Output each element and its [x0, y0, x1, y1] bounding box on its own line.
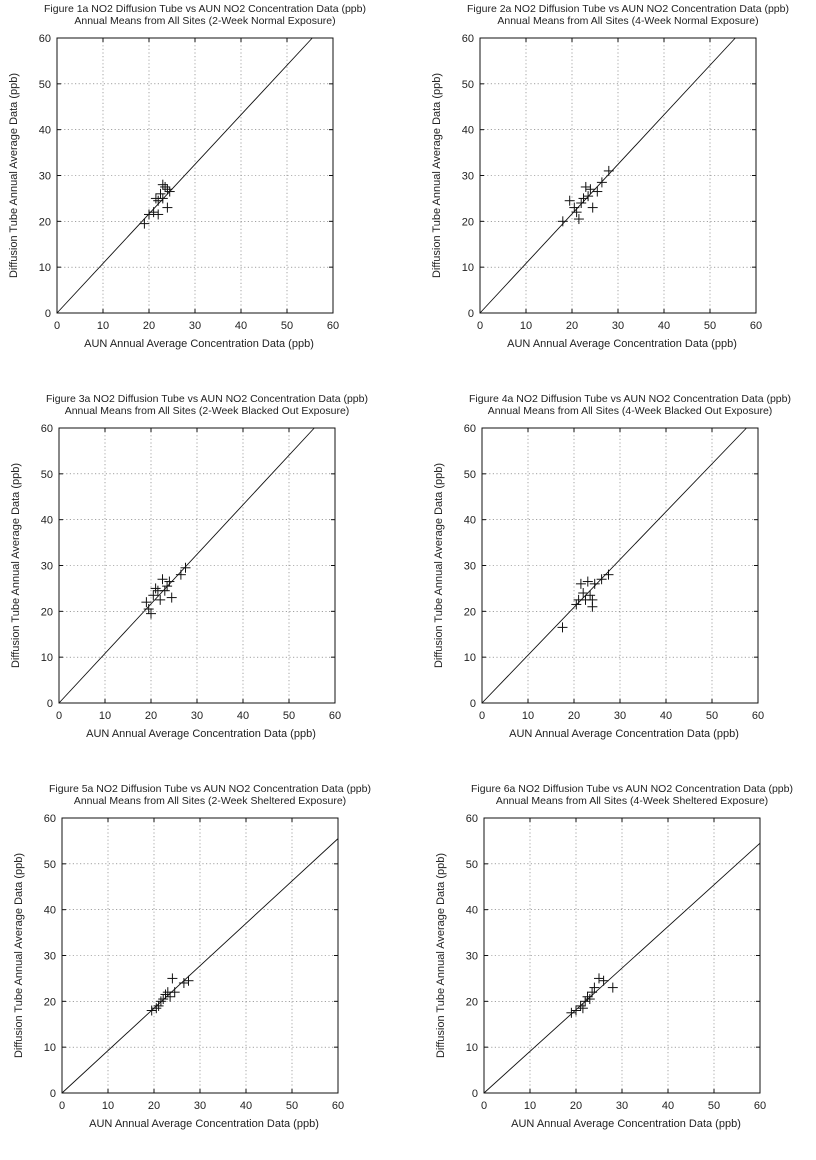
y-axis-label: Diffusion Tube Annual Average Data (ppb) [431, 72, 443, 279]
scatter-chart-svg [423, 0, 816, 380]
y-tick-label: 20 [38, 216, 51, 229]
y-tick-label: 0 [49, 1088, 56, 1100]
x-tick-label: 60 [753, 1100, 767, 1112]
y-tick-label: 60 [463, 423, 476, 435]
data-point [589, 983, 599, 993]
reference-line [484, 843, 760, 1093]
scatter-chart-svg [425, 390, 816, 770]
data-point [565, 196, 575, 206]
y-tick-label: 10 [40, 652, 53, 665]
y-tick-label: 20 [463, 606, 476, 619]
data-point [154, 1001, 164, 1011]
data-point [167, 973, 177, 983]
data-point [176, 570, 186, 580]
data-point [158, 574, 168, 584]
x-tick-label: 30 [615, 1100, 629, 1112]
data-point [139, 219, 149, 229]
x-tick-label: 10 [96, 320, 110, 332]
chart-subtitle: Annual Means from All Sites (4-Week Sheltered Exposure) [495, 795, 769, 807]
chart-figure-4a [425, 390, 816, 770]
data-point [574, 214, 584, 224]
x-tick-label: 20 [144, 710, 158, 722]
y-tick-label: 50 [38, 78, 51, 91]
data-point [585, 184, 595, 194]
y-tick-label: 20 [43, 996, 56, 1009]
y-tick-label: 0 [471, 1088, 478, 1100]
x-tick-label: 0 [53, 320, 61, 332]
y-axis-label: Diffusion Tube Annual Average Data (ppb) [13, 852, 25, 1059]
chart-title: Figure 2a NO2 Diffusion Tube vs AUN NO2 Concentration Data (ppb) [467, 3, 789, 15]
data-point [576, 579, 586, 589]
y-tick-label: 50 [463, 468, 476, 481]
data-point [165, 992, 175, 1002]
x-tick-label: 0 [480, 1100, 488, 1112]
chart-subtitle: Annual Means from All Sites (2-Week Blacked Out Exposure) [64, 405, 350, 417]
y-tick-label: 40 [463, 514, 476, 527]
y-axis-label: Diffusion Tube Annual Average Data (ppb) [433, 462, 445, 669]
data-point [158, 180, 168, 190]
data-point [608, 983, 618, 993]
data-point [151, 583, 161, 593]
data-point [604, 166, 614, 176]
y-tick-label: 30 [463, 560, 476, 573]
data-point [594, 973, 604, 983]
grid-lines [482, 428, 758, 703]
y-tick-label: 40 [40, 514, 53, 527]
x-tick-label: 40 [236, 710, 250, 722]
x-tick-label: 10 [98, 710, 112, 722]
x-tick-label: 10 [101, 1100, 115, 1112]
x-tick-label: 60 [751, 710, 765, 722]
y-tick-label: 50 [465, 858, 478, 871]
x-tick-label: 0 [478, 710, 486, 722]
data-point [162, 184, 172, 194]
x-tick-label: 0 [55, 710, 63, 722]
y-tick-label: 60 [465, 813, 478, 825]
x-axis-label: AUN Annual Average Concentration Data (ppb) [86, 728, 316, 740]
data-point [578, 588, 588, 598]
y-tick-label: 30 [43, 950, 56, 963]
data-point [599, 976, 609, 986]
chart-subtitle: Annual Means from All Sites (4-Week Normal Exposure) [497, 15, 759, 27]
data-point [588, 203, 598, 213]
data-point [604, 570, 614, 580]
x-tick-label: 50 [282, 710, 296, 722]
y-tick-label: 40 [43, 904, 56, 917]
data-point [578, 1003, 588, 1013]
scatter-chart-svg [0, 0, 408, 380]
y-tick-label: 10 [463, 652, 476, 665]
chart-figure-5a [5, 780, 413, 1160]
x-tick-label: 20 [142, 320, 156, 332]
data-point [153, 196, 163, 206]
x-tick-label: 30 [611, 320, 625, 332]
chart-title: Figure 5a NO2 Diffusion Tube vs AUN NO2 Concentration Data (ppb) [49, 783, 371, 795]
y-tick-label: 30 [465, 950, 478, 963]
x-axis-label: AUN Annual Average Concentration Data (ppb) [507, 338, 737, 350]
chart-subtitle: Annual Means from All Sites (2-Week Normal Exposure) [74, 15, 336, 27]
data-point [146, 609, 156, 619]
chart-figure-3a [2, 390, 410, 770]
x-tick-label: 0 [58, 1100, 66, 1112]
grid-lines [57, 38, 333, 313]
data-point [592, 187, 602, 197]
y-tick-label: 10 [43, 1042, 56, 1055]
x-tick-label: 30 [190, 710, 204, 722]
data-point [181, 563, 191, 573]
x-tick-label: 0 [476, 320, 484, 332]
y-tick-label: 30 [40, 560, 53, 573]
data-point [153, 209, 163, 219]
chart-figure-2a [423, 0, 816, 380]
data-point [170, 987, 180, 997]
y-axis-label: Diffusion Tube Annual Average Data (ppb) [435, 852, 447, 1059]
data-point [558, 622, 568, 632]
y-tick-label: 40 [465, 904, 478, 917]
y-tick-label: 20 [465, 996, 478, 1009]
y-tick-label: 50 [461, 78, 474, 91]
y-tick-label: 60 [40, 423, 53, 435]
y-tick-label: 10 [38, 262, 51, 275]
data-point [583, 992, 593, 1002]
x-tick-label: 20 [567, 710, 581, 722]
x-tick-label: 60 [749, 320, 763, 332]
data-point [148, 590, 158, 600]
y-axis-label: Diffusion Tube Annual Average Data (ppb) [8, 72, 20, 279]
chart-subtitle: Annual Means from All Sites (2-Week Sheltered Exposure) [73, 795, 347, 807]
y-tick-label: 50 [40, 468, 53, 481]
y-tick-label: 10 [461, 262, 474, 275]
y-tick-label: 0 [44, 308, 51, 320]
data-point [160, 182, 170, 192]
data-point [144, 604, 154, 614]
y-tick-label: 50 [43, 858, 56, 871]
data-point [581, 182, 591, 192]
y-tick-label: 60 [43, 813, 56, 825]
scatter-chart-svg [5, 780, 413, 1160]
chart-title: Figure 3a NO2 Diffusion Tube vs AUN NO2 Concentration Data (ppb) [46, 393, 368, 405]
y-tick-label: 0 [469, 698, 476, 710]
y-tick-label: 40 [38, 124, 51, 137]
y-tick-label: 30 [38, 170, 51, 183]
x-tick-label: 50 [707, 1100, 721, 1112]
data-point [179, 978, 189, 988]
data-point [155, 595, 165, 605]
x-tick-label: 50 [705, 710, 719, 722]
data-point [167, 593, 177, 603]
y-tick-label: 20 [40, 606, 53, 619]
data-point [160, 586, 170, 596]
chart-title: Figure 4a NO2 Diffusion Tube vs AUN NO2 Concentration Data (ppb) [469, 393, 791, 405]
grid-lines [62, 818, 338, 1093]
data-point [566, 1008, 576, 1018]
x-axis-label: AUN Annual Average Concentration Data (ppb) [509, 728, 739, 740]
chart-title: Figure 6a NO2 Diffusion Tube vs AUN NO2 Concentration Data (ppb) [471, 783, 793, 795]
x-tick-label: 30 [613, 710, 627, 722]
data-point [587, 987, 597, 997]
y-tick-label: 10 [465, 1042, 478, 1055]
x-tick-label: 40 [657, 320, 671, 332]
chart-figure-1a [0, 0, 408, 380]
data-point [161, 989, 171, 999]
data-point [162, 203, 172, 213]
y-tick-label: 0 [46, 698, 53, 710]
x-axis-label: AUN Annual Average Concentration Data (ppb) [84, 338, 314, 350]
x-tick-label: 40 [239, 1100, 253, 1112]
x-tick-label: 30 [188, 320, 202, 332]
data-point [149, 207, 159, 217]
y-axis-label: Diffusion Tube Annual Average Data (ppb) [10, 462, 22, 669]
grid-lines [480, 38, 756, 313]
y-tick-label: 40 [461, 124, 474, 137]
x-tick-label: 60 [326, 320, 340, 332]
x-tick-label: 10 [519, 320, 533, 332]
x-tick-label: 40 [234, 320, 248, 332]
x-tick-label: 40 [661, 1100, 675, 1112]
data-point [569, 203, 579, 213]
x-tick-label: 50 [703, 320, 717, 332]
data-point [151, 1003, 161, 1013]
x-tick-label: 60 [331, 1100, 345, 1112]
grid-lines [484, 818, 760, 1093]
chart-subtitle: Annual Means from All Sites (4-Week Blacked Out Exposure) [487, 405, 773, 417]
y-tick-label: 30 [461, 170, 474, 183]
y-tick-label: 0 [467, 308, 474, 320]
x-tick-label: 40 [659, 710, 673, 722]
data-point [184, 976, 194, 986]
x-axis-label: AUN Annual Average Concentration Data (ppb) [511, 1118, 741, 1130]
x-tick-label: 50 [280, 320, 294, 332]
x-tick-label: 10 [523, 1100, 537, 1112]
data-point [590, 579, 600, 589]
data-point [164, 577, 174, 587]
data-point [585, 590, 595, 600]
x-tick-label: 60 [328, 710, 342, 722]
scatter-chart-svg [427, 780, 816, 1160]
x-tick-label: 20 [147, 1100, 161, 1112]
x-tick-label: 20 [565, 320, 579, 332]
data-point [585, 994, 595, 1004]
data-point [587, 595, 597, 605]
data-point [579, 193, 589, 203]
data-point [558, 216, 568, 226]
y-tick-label: 20 [461, 216, 474, 229]
y-tick-label: 60 [461, 33, 474, 45]
x-tick-label: 50 [285, 1100, 299, 1112]
x-tick-label: 10 [521, 710, 535, 722]
chart-title: Figure 1a NO2 Diffusion Tube vs AUN NO2 Concentration Data (ppb) [44, 3, 366, 15]
data-point [583, 577, 593, 587]
x-tick-label: 20 [569, 1100, 583, 1112]
scatter-chart-svg [2, 390, 410, 770]
grid-lines [59, 428, 335, 703]
x-tick-label: 30 [193, 1100, 207, 1112]
data-point [572, 207, 582, 217]
y-tick-label: 60 [38, 33, 51, 45]
chart-figure-6a [427, 780, 816, 1160]
x-axis-label: AUN Annual Average Concentration Data (ppb) [89, 1118, 319, 1130]
data-point [576, 198, 586, 208]
